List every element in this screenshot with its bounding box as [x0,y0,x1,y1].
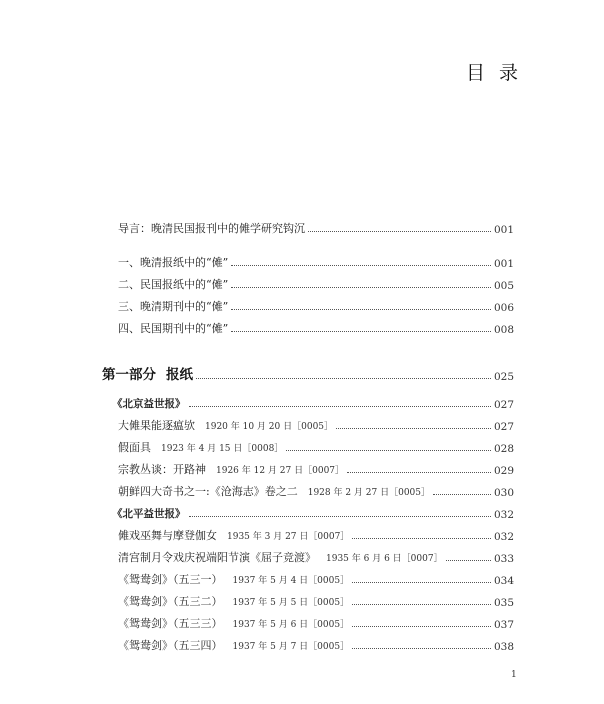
toc-page-number: 029 [493,465,514,477]
toc-newspaper-heading[interactable] [0,503,604,521]
entry-title: 《鸳鸯剑》（五三三） [118,617,223,630]
toc-part-label [102,363,193,383]
toc-page-number: 008 [493,324,514,336]
dot-leader [352,582,491,583]
dot-leader [352,626,491,627]
entry-title: 傩戏巫舞与摩登伽女 [118,529,217,542]
entry-title: 大傩果能逐瘟欤 [118,419,195,432]
dot-leader [433,494,491,495]
toc-label: 《北京益世报》 [112,398,186,410]
dot-leader [196,378,491,379]
dot-leader [336,428,491,429]
toc-label: 导言：晚清民国报刊中的傩学研究钩沉 [118,222,305,235]
toc-entry[interactable] [0,481,604,499]
entry-title: 《鸳鸯剑》（五三二） [118,595,223,608]
toc-page-number: 001 [493,224,514,236]
toc-page-number: 037 [493,619,514,631]
toc-page-number: 025 [493,371,514,383]
page-number: 1 [511,670,517,680]
toc-label: 《北平益世报》 [112,508,186,520]
part-number: 第一部分 [102,367,156,383]
dot-leader [231,331,491,332]
toc-label: 二、民国报纸中的“傩” [118,278,229,291]
dot-leader [231,287,491,288]
toc-label: 一、晚清报纸中的“傩” [118,256,229,269]
entry-date: 1937 年 5 月 6 日［0005］ [232,620,350,630]
entry-date: 1928 年 2 月 27 日［0005］ [307,488,431,498]
toc-page-number: 033 [493,553,514,565]
dot-leader [352,648,491,649]
toc-page-number: 032 [493,509,514,521]
entry-date: 1923 年 4 月 15 日［0008］ [161,444,284,454]
toc-entry[interactable] [0,569,604,587]
toc-entry[interactable] [0,613,604,631]
entry-title: 宗教丛谈：开路神 [118,463,206,476]
toc-part-one[interactable] [0,363,604,383]
toc-page-number: 001 [493,258,514,270]
dot-leader [231,265,491,266]
toc-page-number: 027 [493,421,514,433]
entry-date: 1920 年 10 月 20 日［0005］ [205,422,334,432]
toc-entry[interactable] [0,415,604,433]
toc-entry[interactable] [0,437,604,455]
entry-title: 朝鲜四大奇书之一:《沧海志》卷之二 [118,485,298,498]
entry-title: 《鸳鸯剑》（五三一） [118,573,223,586]
toc-page-number: 032 [493,531,514,543]
toc-entry[interactable] [0,547,604,565]
toc-entry[interactable] [0,591,604,609]
entry-date: 1937 年 5 月 7 日［0005］ [232,642,350,652]
entry-title: 假面具 [118,441,151,454]
part-title: 报纸 [166,367,193,383]
dot-leader [308,231,491,232]
toc-label: 三、晚清期刊中的“傩” [118,300,229,313]
toc-intro-item[interactable] [0,274,604,292]
entry-date: 1935 年 6 月 6 日［0007］ [326,554,443,564]
toc-page-number: 028 [493,443,514,455]
entry-date: 1926 年 12 月 27 日［0007］ [216,466,345,476]
toc-intro-item[interactable] [0,296,604,314]
dot-leader [189,516,491,517]
dot-leader [231,309,491,310]
page-title: 目录 [466,62,533,84]
toc-page-number: 030 [493,487,514,499]
dot-leader [347,472,491,473]
toc-intro[interactable] [0,218,604,236]
entry-date: 1937 年 5 月 4 日［0005］ [232,576,350,586]
toc-intro-item[interactable] [0,318,604,336]
dot-leader [352,538,491,539]
entry-date: 1935 年 3 月 27 日［0007］ [227,532,350,542]
dot-leader [352,604,491,605]
toc-page-number: 035 [493,597,514,609]
toc-page-number: 034 [493,575,514,587]
toc-page-number: 038 [493,641,514,653]
toc-page-number: 005 [493,280,514,292]
toc-page-number: 006 [493,302,514,314]
entry-title: 清宫制月令戏庆祝端阳节演《屈子竞渡》 [118,551,316,564]
toc-newspaper-heading[interactable] [0,393,604,411]
toc-entry[interactable] [0,525,604,543]
entry-title: 《鸳鸯剑》（五三四） [118,639,223,652]
toc-page-number: 027 [493,399,514,411]
dot-leader [286,450,491,451]
toc-entry[interactable] [0,635,604,653]
dot-leader [189,406,491,407]
toc-entry[interactable] [0,459,604,477]
dot-leader [446,560,491,561]
toc-intro-item[interactable] [0,252,604,270]
entry-date: 1937 年 5 月 5 日［0005］ [232,598,350,608]
toc-label: 四、民国期刊中的“傩” [118,322,229,335]
